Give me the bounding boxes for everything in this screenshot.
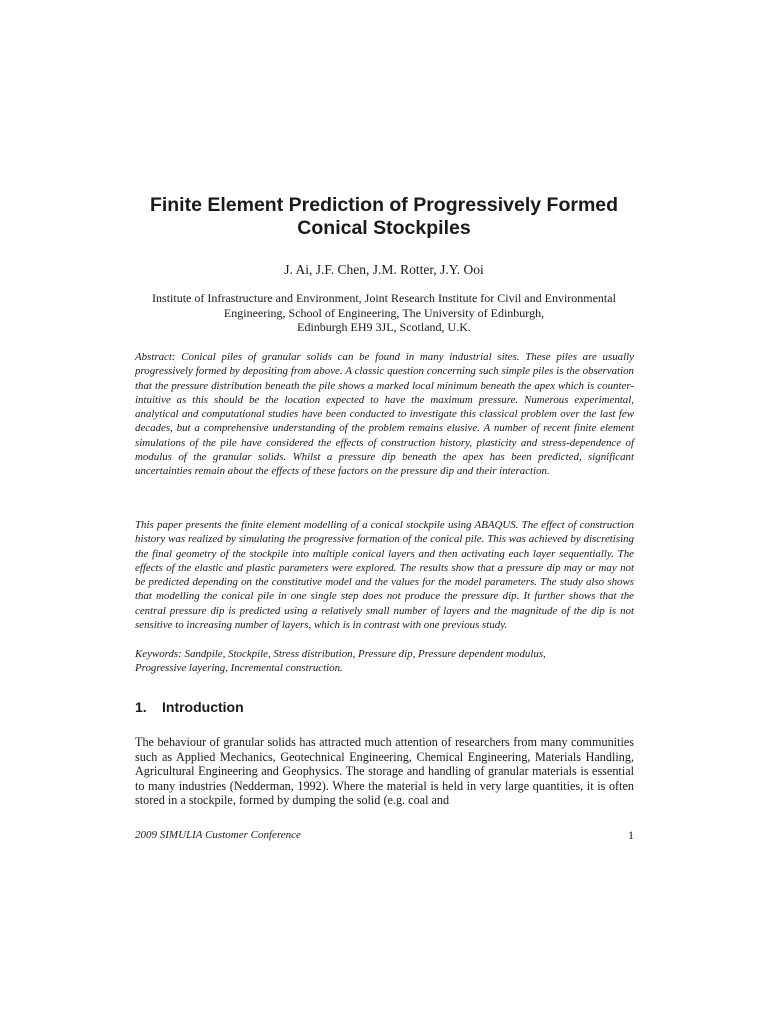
introduction-paragraph: The behaviour of granular solids has attracted much attention of researchers from many communities such as Applied Mechanics, Geotechnical Engineering, Chemical Engineering, Materials Handling, Agricultural Engineering and Geophysics. The storage and handling of granular materials is essential to many industries (Nedderman, 1992). Where the material is held in very large quantities, it is often stored in a stockpile, formed by dumping the solid (e.g. coal and [135,735,634,808]
abstract-paragraph-1: Abstract: Conical piles of granular solids can be found in many industrial sites. These piles are usually progressively formed by depositing from above. A classic question concerning such simple piles is the observation that the pressure distribution beneath the pile shows a marked local minimum beneath the apex which is counter-intuitive as this should be the location expected to have the maximum pressure. Numerous experimental, analytical and computational studies have been conducted to investigate this classical problem over the last few decades, but a comprehensive understanding of the problem remains elusive. A number of recent finite element simulations of the pile have considered the effects of construction history, plasticity and stress-dependence of modulus of the granular solids. Whilst a pressure dip beneath the apex has been predicted, significant uncertainties remain about the effects of these factors on the pressure dip and their interaction. [135,351,634,478]
keywords-line-1: Keywords: Sandpile, Stockpile, Stress distribution, Pressure dip, Pressure dependent modulus, [135,648,546,660]
section-number: 1. [135,699,147,715]
title-line-1: Finite Element Prediction of Progressively Formed [149,194,619,216]
abstract-paragraph-2: This paper presents the finite element modelling of a conical stockpile using ABAQUS. The effect of construction history was realized by simulating the progressive formation of the conical pile. This was achieved by discretising the final geometry of the stockpile into multiple conical layers and then activating each layer sequentially. The effects of the elastic and plastic parameters were explored. The results show that a pressure dip may or may not be predicted depending on the constitutive model and the values for the model parameters. The study also shows that modelling the conical pile in one single step does not produce the pressure dip. It further shows that the central pressure dip is predicted using a relatively small number of layers and the magnitude of the dip is not sensitive to increasing number of layers, which is in contrast with one previous study. [135,519,634,632]
affiliation [110,291,658,335]
paper-title [100,194,668,240]
affiliation-line-2: Engineering, School of Engineering, The University of Edinburgh, [223,305,545,320]
footer-page-number: 1 [628,828,634,842]
author-list: J. Ai, J.F. Chen, J.M. Rotter, J.Y. Ooi [284,262,484,277]
title-line-2: Conical Stockpiles [297,217,471,239]
keywords [135,647,634,676]
keywords-line-2: Progressive layering, Incremental construction. [135,662,343,675]
section-heading-introduction [135,699,244,716]
section-title: Introduction [162,699,244,715]
affiliation-line-3: Edinburgh EH9 3JL, Scotland, U.K. [297,320,471,334]
footer-conference-name: 2009 SIMULIA Customer Conference [135,829,301,841]
affiliation-line-1: Institute of Infrastructure and Environment, Joint Research Institute for Civil and Environmental [152,291,616,305]
